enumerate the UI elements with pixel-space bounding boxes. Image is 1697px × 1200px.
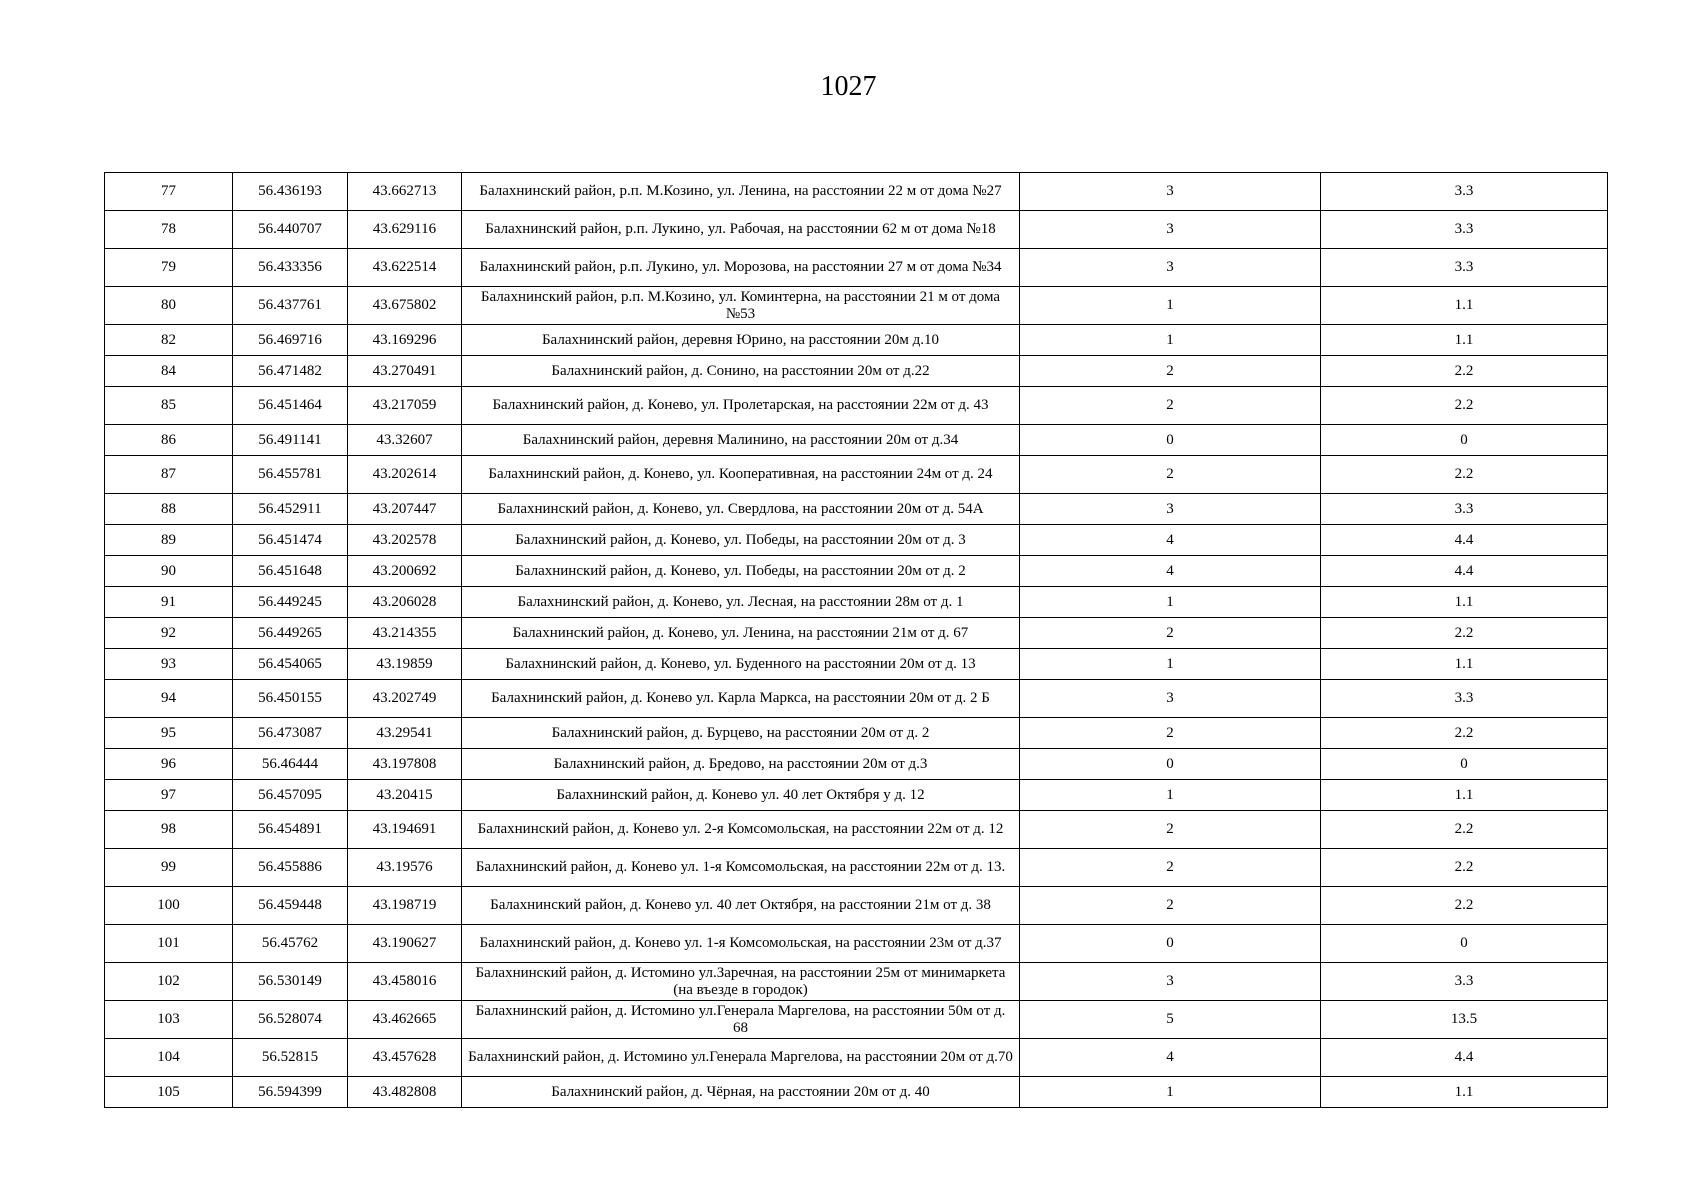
address-cell: Балахнинский район, р.п. М.Козино, ул. Ленина, на расстоянии 22 м от дома №27 (462, 173, 1020, 211)
row-number-cell: 88 (105, 494, 233, 525)
count-cell: 1 (1020, 649, 1321, 680)
count-cell: 0 (1020, 749, 1321, 780)
longitude-cell: 43.206028 (348, 587, 462, 618)
latitude-cell: 56.46444 (233, 749, 348, 780)
row-number-cell: 77 (105, 173, 233, 211)
longitude-cell: 43.457628 (348, 1039, 462, 1077)
table-row (105, 680, 1608, 718)
value-cell: 1.1 (1321, 649, 1608, 680)
row-number-cell: 99 (105, 849, 233, 887)
latitude-cell: 56.45762 (233, 925, 348, 963)
row-number-cell: 78 (105, 211, 233, 249)
count-cell: 2 (1020, 618, 1321, 649)
table-row (105, 649, 1608, 680)
longitude-cell: 43.202614 (348, 456, 462, 494)
address-cell: Балахнинский район, д. Истомино ул.Генерала Маргелова, на расстоянии 50м от д. 68 (462, 1001, 1020, 1039)
table-row (105, 456, 1608, 494)
count-cell: 2 (1020, 356, 1321, 387)
table-row (105, 287, 1608, 325)
table-row (105, 925, 1608, 963)
address-cell: Балахнинский район, д. Сонино, на расстоянии 20м от д.22 (462, 356, 1020, 387)
value-cell: 0 (1321, 749, 1608, 780)
count-cell: 3 (1020, 963, 1321, 1001)
count-cell: 1 (1020, 587, 1321, 618)
latitude-cell: 56.469716 (233, 325, 348, 356)
value-cell: 3.3 (1321, 680, 1608, 718)
longitude-cell: 43.198719 (348, 887, 462, 925)
table-row (105, 1001, 1608, 1039)
latitude-cell: 56.473087 (233, 718, 348, 749)
table-row (105, 211, 1608, 249)
address-cell: Балахнинский район, д. Бурцево, на расстоянии 20м от д. 2 (462, 718, 1020, 749)
value-cell: 4.4 (1321, 556, 1608, 587)
address-cell: Балахнинский район, р.п. Лукино, ул. Рабочая, на расстоянии 62 м от дома №18 (462, 211, 1020, 249)
row-number-cell: 100 (105, 887, 233, 925)
longitude-cell: 43.207447 (348, 494, 462, 525)
latitude-cell: 56.451464 (233, 387, 348, 425)
value-cell: 2.2 (1321, 811, 1608, 849)
value-cell: 13.5 (1321, 1001, 1608, 1039)
row-number-cell: 87 (105, 456, 233, 494)
row-number-cell: 86 (105, 425, 233, 456)
table-row (105, 849, 1608, 887)
count-cell: 2 (1020, 718, 1321, 749)
table-row (105, 325, 1608, 356)
address-cell: Балахнинский район, д. Истомино ул.Заречная, на расстоянии 25м от минимаркета (на въезде в городок) (462, 963, 1020, 1001)
longitude-cell: 43.217059 (348, 387, 462, 425)
value-cell: 3.3 (1321, 211, 1608, 249)
latitude-cell: 56.530149 (233, 963, 348, 1001)
table-row (105, 356, 1608, 387)
value-cell: 2.2 (1321, 718, 1608, 749)
address-cell: Балахнинский район, д. Конево ул. 1-я Комсомольская, на расстоянии 23м от д.37 (462, 925, 1020, 963)
count-cell: 3 (1020, 494, 1321, 525)
latitude-cell: 56.454891 (233, 811, 348, 849)
latitude-cell: 56.491141 (233, 425, 348, 456)
longitude-cell: 43.194691 (348, 811, 462, 849)
value-cell: 1.1 (1321, 325, 1608, 356)
table-row (105, 387, 1608, 425)
longitude-cell: 43.482808 (348, 1077, 462, 1108)
row-number-cell: 97 (105, 780, 233, 811)
value-cell: 2.2 (1321, 356, 1608, 387)
value-cell: 2.2 (1321, 456, 1608, 494)
address-cell: Балахнинский район, деревня Юрино, на расстоянии 20м д.10 (462, 325, 1020, 356)
value-cell: 0 (1321, 425, 1608, 456)
latitude-cell: 56.457095 (233, 780, 348, 811)
table-row (105, 249, 1608, 287)
row-number-cell: 95 (105, 718, 233, 749)
row-number-cell: 104 (105, 1039, 233, 1077)
latitude-cell: 56.455781 (233, 456, 348, 494)
address-cell: Балахнинский район, д. Конево ул. 40 лет Октября у д. 12 (462, 780, 1020, 811)
count-cell: 1 (1020, 1077, 1321, 1108)
value-cell: 1.1 (1321, 1077, 1608, 1108)
latitude-cell: 56.451474 (233, 525, 348, 556)
value-cell: 1.1 (1321, 587, 1608, 618)
address-cell: Балахнинский район, д. Конево, ул. Ленина, на расстоянии 21м от д. 67 (462, 618, 1020, 649)
address-cell: Балахнинский район, д. Конево, ул. Кооперативная, на расстоянии 24м от д. 24 (462, 456, 1020, 494)
page-number: 1027 (820, 71, 877, 102)
longitude-cell: 43.32607 (348, 425, 462, 456)
count-cell: 0 (1020, 925, 1321, 963)
value-cell: 3.3 (1321, 249, 1608, 287)
row-number-cell: 101 (105, 925, 233, 963)
count-cell: 0 (1020, 425, 1321, 456)
table-row (105, 556, 1608, 587)
table-row (105, 1039, 1608, 1077)
longitude-cell: 43.19859 (348, 649, 462, 680)
longitude-cell: 43.675802 (348, 287, 462, 325)
latitude-cell: 56.528074 (233, 1001, 348, 1039)
row-number-cell: 79 (105, 249, 233, 287)
row-number-cell: 96 (105, 749, 233, 780)
longitude-cell: 43.629116 (348, 211, 462, 249)
row-number-cell: 98 (105, 811, 233, 849)
longitude-cell: 43.169296 (348, 325, 462, 356)
latitude-cell: 56.451648 (233, 556, 348, 587)
longitude-cell: 43.662713 (348, 173, 462, 211)
count-cell: 3 (1020, 211, 1321, 249)
longitude-cell: 43.200692 (348, 556, 462, 587)
count-cell: 2 (1020, 849, 1321, 887)
row-number-cell: 84 (105, 356, 233, 387)
table-row (105, 618, 1608, 649)
latitude-cell: 56.594399 (233, 1077, 348, 1108)
latitude-cell: 56.455886 (233, 849, 348, 887)
row-number-cell: 82 (105, 325, 233, 356)
row-number-cell: 102 (105, 963, 233, 1001)
address-cell: Балахнинский район, д. Конево, ул. Пролетарская, на расстоянии 22м от д. 43 (462, 387, 1020, 425)
longitude-cell: 43.458016 (348, 963, 462, 1001)
address-cell: Балахнинский район, р.п. М.Козино, ул. Коминтерна, на расстоянии 21 м от дома №53 (462, 287, 1020, 325)
address-cell: Балахнинский район, д. Истомино ул.Генерала Маргелова, на расстоянии 20м от д.70 (462, 1039, 1020, 1077)
row-number-cell: 90 (105, 556, 233, 587)
address-cell: Балахнинский район, д. Конево, ул. Победы, на расстоянии 20м от д. 3 (462, 525, 1020, 556)
longitude-cell: 43.622514 (348, 249, 462, 287)
address-cell: Балахнинский район, д. Конево, ул. Победы, на расстоянии 20м от д. 2 (462, 556, 1020, 587)
latitude-cell: 56.471482 (233, 356, 348, 387)
table-row (105, 1077, 1608, 1108)
row-number-cell: 94 (105, 680, 233, 718)
table-row (105, 494, 1608, 525)
value-cell: 2.2 (1321, 387, 1608, 425)
data-table (104, 172, 1608, 1108)
address-cell: Балахнинский район, д. Конево, ул. Свердлова, на расстоянии 20м от д. 54А (462, 494, 1020, 525)
row-number-cell: 93 (105, 649, 233, 680)
address-cell: Балахнинский район, д. Конево ул. 2-я Комсомольская, на расстоянии 22м от д. 12 (462, 811, 1020, 849)
value-cell: 4.4 (1321, 1039, 1608, 1077)
longitude-cell: 43.202749 (348, 680, 462, 718)
value-cell: 4.4 (1321, 525, 1608, 556)
count-cell: 4 (1020, 1039, 1321, 1077)
count-cell: 3 (1020, 249, 1321, 287)
table-row (105, 887, 1608, 925)
longitude-cell: 43.270491 (348, 356, 462, 387)
latitude-cell: 56.436193 (233, 173, 348, 211)
latitude-cell: 56.437761 (233, 287, 348, 325)
count-cell: 1 (1020, 780, 1321, 811)
latitude-cell: 56.454065 (233, 649, 348, 680)
longitude-cell: 43.29541 (348, 718, 462, 749)
table-row (105, 718, 1608, 749)
address-cell: Балахнинский район, д. Конево ул. 40 лет Октября, на расстоянии 21м от д. 38 (462, 887, 1020, 925)
value-cell: 3.3 (1321, 494, 1608, 525)
count-cell: 1 (1020, 287, 1321, 325)
address-cell: Балахнинский район, р.п. Лукино, ул. Морозова, на расстоянии 27 м от дома №34 (462, 249, 1020, 287)
value-cell: 2.2 (1321, 887, 1608, 925)
count-cell: 1 (1020, 325, 1321, 356)
table-row (105, 173, 1608, 211)
row-number-cell: 91 (105, 587, 233, 618)
count-cell: 4 (1020, 556, 1321, 587)
longitude-cell: 43.202578 (348, 525, 462, 556)
table-row (105, 749, 1608, 780)
longitude-cell: 43.20415 (348, 780, 462, 811)
value-cell: 2.2 (1321, 618, 1608, 649)
table-row (105, 525, 1608, 556)
count-cell: 5 (1020, 1001, 1321, 1039)
table-row (105, 587, 1608, 618)
longitude-cell: 43.462665 (348, 1001, 462, 1039)
table-row (105, 963, 1608, 1001)
value-cell: 3.3 (1321, 963, 1608, 1001)
count-cell: 2 (1020, 811, 1321, 849)
table-row (105, 811, 1608, 849)
row-number-cell: 103 (105, 1001, 233, 1039)
table-row (105, 425, 1608, 456)
value-cell: 2.2 (1321, 849, 1608, 887)
value-cell: 1.1 (1321, 287, 1608, 325)
row-number-cell: 89 (105, 525, 233, 556)
address-cell: Балахнинский район, д. Конево, ул. Буденного на расстоянии 20м от д. 13 (462, 649, 1020, 680)
count-cell: 2 (1020, 887, 1321, 925)
count-cell: 4 (1020, 525, 1321, 556)
latitude-cell: 56.450155 (233, 680, 348, 718)
longitude-cell: 43.19576 (348, 849, 462, 887)
count-cell: 2 (1020, 456, 1321, 494)
count-cell: 3 (1020, 173, 1321, 211)
count-cell: 3 (1020, 680, 1321, 718)
row-number-cell: 105 (105, 1077, 233, 1108)
latitude-cell: 56.52815 (233, 1039, 348, 1077)
value-cell: 3.3 (1321, 173, 1608, 211)
value-cell: 1.1 (1321, 780, 1608, 811)
row-number-cell: 80 (105, 287, 233, 325)
longitude-cell: 43.197808 (348, 749, 462, 780)
address-cell: Балахнинский район, деревня Малинино, на расстоянии 20м от д.34 (462, 425, 1020, 456)
row-number-cell: 85 (105, 387, 233, 425)
count-cell: 2 (1020, 387, 1321, 425)
row-number-cell: 92 (105, 618, 233, 649)
longitude-cell: 43.214355 (348, 618, 462, 649)
latitude-cell: 56.433356 (233, 249, 348, 287)
longitude-cell: 43.190627 (348, 925, 462, 963)
address-cell: Балахнинский район, д. Конево ул. Карла Маркса, на расстоянии 20м от д. 2 Б (462, 680, 1020, 718)
table-row (105, 780, 1608, 811)
address-cell: Балахнинский район, д. Конево ул. 1-я Комсомольская, на расстоянии 22м от д. 13. (462, 849, 1020, 887)
latitude-cell: 56.449265 (233, 618, 348, 649)
address-cell: Балахнинский район, д. Конево, ул. Лесная, на расстоянии 28м от д. 1 (462, 587, 1020, 618)
value-cell: 0 (1321, 925, 1608, 963)
latitude-cell: 56.459448 (233, 887, 348, 925)
address-cell: Балахнинский район, д. Бредово, на расстоянии 20м от д.3 (462, 749, 1020, 780)
latitude-cell: 56.440707 (233, 211, 348, 249)
address-cell: Балахнинский район, д. Чёрная, на расстоянии 20м от д. 40 (462, 1077, 1020, 1108)
latitude-cell: 56.452911 (233, 494, 348, 525)
latitude-cell: 56.449245 (233, 587, 348, 618)
